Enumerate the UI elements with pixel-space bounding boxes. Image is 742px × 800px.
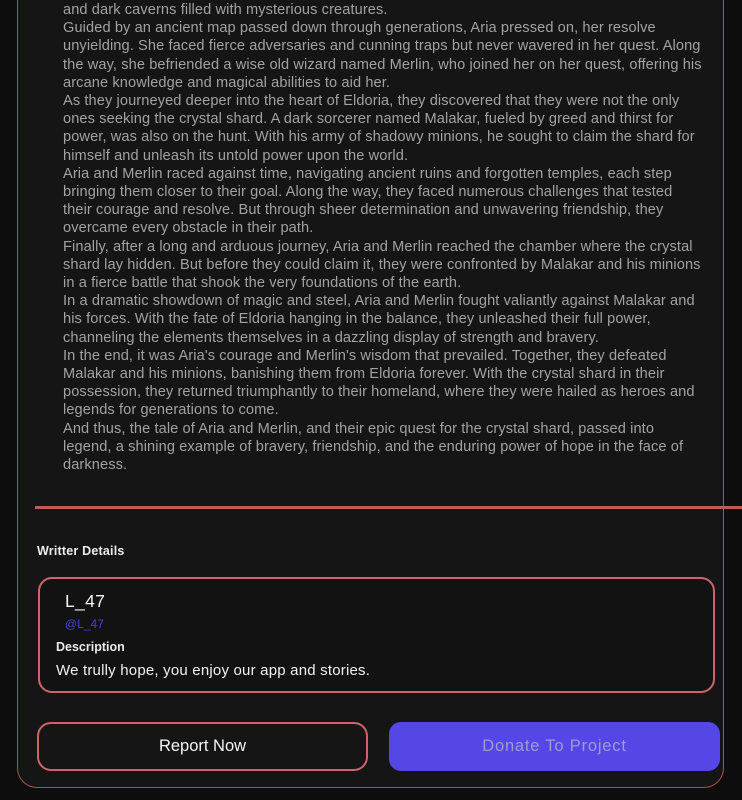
writer-name: L_47	[65, 591, 106, 611]
description-text: We trully hope, you enjoy our app and stories.	[56, 662, 371, 679]
section-divider	[35, 506, 742, 509]
donate-to-project-button[interactable]: Donate To Project	[389, 722, 720, 771]
story-paragraph: And thus, the tale of Aria and Merlin, and their epic quest for the crystal shard, passed into legend, a shining example of bravery, friendship, and the enduring power of hope in the face of darkness.	[63, 420, 684, 474]
description-label: Description	[56, 640, 125, 654]
story-text-panel	[63, 1, 703, 474]
report-now-button[interactable]: Report Now	[37, 722, 368, 771]
writer-details-heading: Writter Details	[37, 544, 125, 558]
story-paragraph: Guided by an ancient map passed down through generations, Aria pressed on, her resolve unyielding. She faced fierce adversaries and cunning traps but never wavered in her quest. Along the way, she befriended a wise old wizard named Merlin, who joined her on her quest, offering his arcane knowledge and magical abilities to aid her.	[63, 20, 702, 91]
writer-details-card	[38, 577, 715, 693]
story-paragraph: and dark caverns filled with mysterious creatures.	[63, 2, 388, 18]
story-paragraph: In the end, it was Aria's courage and Merlin's wisdom that prevailed. Together, they defeated Malakar and his minions, banishing them from Eldoria forever. With the crystal shard in their possession, they returned triumphantly to their homeland, where they were hailed as heroes and legends for generations to come.	[63, 347, 695, 419]
story-paragraph: In a dramatic showdown of magic and steel, Aria and Merlin fought valiantly against Malakar and his forces. With the fate of Eldoria hanging in the balance, they unleashed their full power, channeling the elements themselves in a dazzling display of strength and bravery.	[63, 293, 695, 346]
story-paragraph: As they journeyed deeper into the heart of Eldoria, they discovered that they were not the only ones seeking the crystal shard. A dark sorcerer named Malakar, fueled by greed and thirst for power, was also on the hunt. With his army of shadowy minions, he sought to claim the shard for himself and unleash its untold power upon the world.	[63, 93, 695, 164]
writer-handle-link[interactable]: @L_47	[65, 617, 104, 631]
story-paragraph: Aria and Merlin raced against time, navigating ancient ruins and forgotten temples, each step bringing them closer to their goal. Along the way, they faced numerous challenges that tested their courage and resolve. But through sheer determination and unwavering friendship, they overcame every obstacle in their path.	[63, 165, 673, 237]
story-paragraph: Finally, after a long and arduous journey, Aria and Merlin reached the chamber where the crystal shard lay hidden. But before they could claim it, they were confronted by Malakar and his minions in a fierce battle that shook the very foundations of the earth.	[63, 238, 701, 292]
